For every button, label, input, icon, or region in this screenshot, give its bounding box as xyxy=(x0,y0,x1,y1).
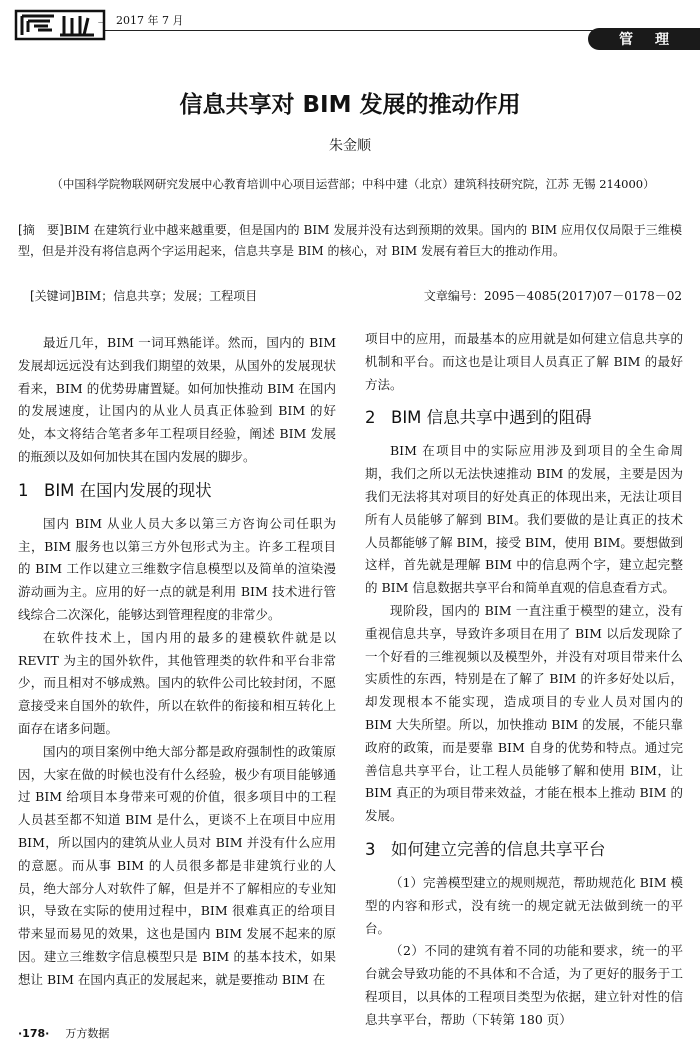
journal-logo-icon xyxy=(14,8,110,42)
paragraph: 国内 BIM 从业人员大多以第三方咨询公司任职为主，BIM 服务也以第三方外包形式为主。许多工程项目的 BIM 工作以建立三维数字信息模型以及简单的渲染漫游动画为主。应用的好一点的就是利用 BIM 技术进行管线综合二次深化，能够达到管理程度的非常少。 xyxy=(18,515,336,622)
svg-text:—: — xyxy=(98,19,104,26)
keywords-text: BIM；信息共享；发展；工程项目 xyxy=(75,289,258,303)
page-footer xyxy=(18,1025,109,1041)
keywords-label: [关键词] xyxy=(30,289,76,303)
paragraph: 在软件技术上，国内用的最多的建模软件就是以 REVIT 为主的国外软件，其他管理类的软件和平台非常少，而且相对不够成熟。国内的软件公司比较封闭，不愿意接受来自国外的软件，所以在软件的衔接和相互转化上面存在诸多问题。 xyxy=(18,629,336,736)
section-2-number: 2 xyxy=(365,408,376,428)
section-1-title: BIM 在国内发展的现状 xyxy=(44,480,212,500)
abstract xyxy=(18,220,682,261)
section-3-title: 如何建立完善的信息共享平台 xyxy=(391,839,606,859)
section-2-title: BIM 信息共享中遇到的阻碍 xyxy=(391,408,592,428)
article-number xyxy=(424,287,682,304)
paragraph: （2）不同的建筑有着不同的功能和要求，统一的平台就会导致功能的不具体和不合适，为了更好的服务于工程项目，以具体的工程项目类型为依据，建立针对性的信息共享平台，帮助（下转第 180 页） xyxy=(365,943,683,1027)
section-2-heading xyxy=(365,407,683,429)
paragraph: BIM 在项目中的实际应用涉及到项目的全生命周期，我们之所以无法快速推动 BIM 的发展，主要是因为我们无法将其对项目的好处真正的体现出来，无法让项目所有人员能够了解到 BIM。我们要做的是让真正的技术人员都能够了解 BIM，接受 BIM，使用 BIM。要想做到这样，首先就是理解 BIM 中的信息两个字，建立起完整的 BIM 信息数据共享平台和简单直观的信息查看方式。 xyxy=(365,443,683,596)
keywords xyxy=(30,287,257,304)
page-number: ·178· xyxy=(18,1027,50,1040)
abstract-label: [摘 要] xyxy=(18,223,64,237)
article-number-value: 2095－4085(2017)07－0178－02 xyxy=(483,289,682,303)
left-column xyxy=(18,332,336,992)
article-title: 信息共享对 BIM 发展的推动作用 xyxy=(179,92,521,118)
section-1-heading xyxy=(18,480,336,502)
header-rule xyxy=(18,30,682,31)
section-label: 管理 xyxy=(619,32,691,48)
continued-paragraph: 项目中的应用，而最基本的应用就是如何建立信息共享的机制和平台。而这也是让项目人员真正了解 BIM 的最好方法。 xyxy=(365,331,683,392)
article-number-label: 文章编号： xyxy=(423,289,484,303)
right-column xyxy=(365,328,683,1032)
paragraph: （1）完善模型建立的规则规范，帮助规范化 BIM 模型的内容和形式，没有统一的规定就无法做到统一的平台。 xyxy=(365,874,683,936)
section-tab xyxy=(588,28,700,50)
footer-source: 万方数据 xyxy=(65,1027,110,1040)
section-3-heading xyxy=(365,839,683,861)
affiliation: （中国科学院物联网研究发展中心教育培训中心项目运营部；中科中建（北京）建筑科技研究院，江苏 无锡 214000） xyxy=(51,177,655,191)
abstract-text: BIM 在建筑行业中越来越重要，但是国内的 BIM 发展并没有达到预期的效果。国内的 BIM 应用仅仅局限于三维模型，但是并没有将信息两个字运用起来，信息共享是 BIM 的核心，对 BIM 发展有着巨大的推动作用。 xyxy=(18,223,682,258)
author: 朱金顺 xyxy=(329,138,371,154)
section-1-number: 1 xyxy=(18,480,29,500)
keywords-row xyxy=(30,287,682,304)
paragraph: 国内的项目案例中绝大部分都是政府强制性的政策原因，大家在做的时候也没有什么经验，极少有项目能够通过 BIM 给项目本身带来可观的价值，很多项目中的工程人员甚至都不知道 BIM 是什么，更谈不上在项目中应用 BIM，所以国内的建筑从业人员对 BIM 并没有什么应用的意愿。而从事 BIM 的人员很多都是非建筑行业的人员，绝大部分人对软件了解，但是并不了解相应的专业知识，导致在实际的使用过程中，BIM 很难真正的给项目带来显而易见的效果，这也是国内 BIM 发展不起来的原因。建立三维数字信息模型只是 BIM 的基本技术，如果想让 BIM 在国内真正的发展起来，就是要推动 BIM 在 xyxy=(18,743,336,987)
section-3-number: 3 xyxy=(365,839,376,859)
issue-date: 2017 年 7 月 xyxy=(116,14,184,27)
paragraph: 现阶段，国内的 BIM 一直注重于模型的建立，没有重视信息共享，导致许多项目在用了 BIM 以后发现除了一个好看的三维视频以及模型外，并没有对项目带来什么实质性的东西，特别是在了解了 BIM 的许多好处以后，却发现根本不能实现，造成项目的专业人员对国内的 BIM 大失所望。所以，加快推动 BIM 的发展，不能只靠政府的政策，而是要靠 BIM 自身的优势和特点。通过完善信息共享平台，让工程人员能够了解和使用 BIM，让 BIM 真正的为项目带来效益，才能在根本上推动 BIM 的发展。 xyxy=(365,602,683,824)
intro-paragraph: 最近几年，BIM 一词耳熟能详。然而，国内的 BIM 发展却远远没有达到我们期望的效果，从国外的发展现状看来，BIM 的优势毋庸置疑。如何加快推动 BIM 在国内的发展速度，让国内的从业人员真正体验到 BIM 的好处，本文将结合笔者多年工程项目经验，阐述 BIM 发展的瓶颈以及如何加快其在国内发展的脚步。 xyxy=(18,335,336,464)
